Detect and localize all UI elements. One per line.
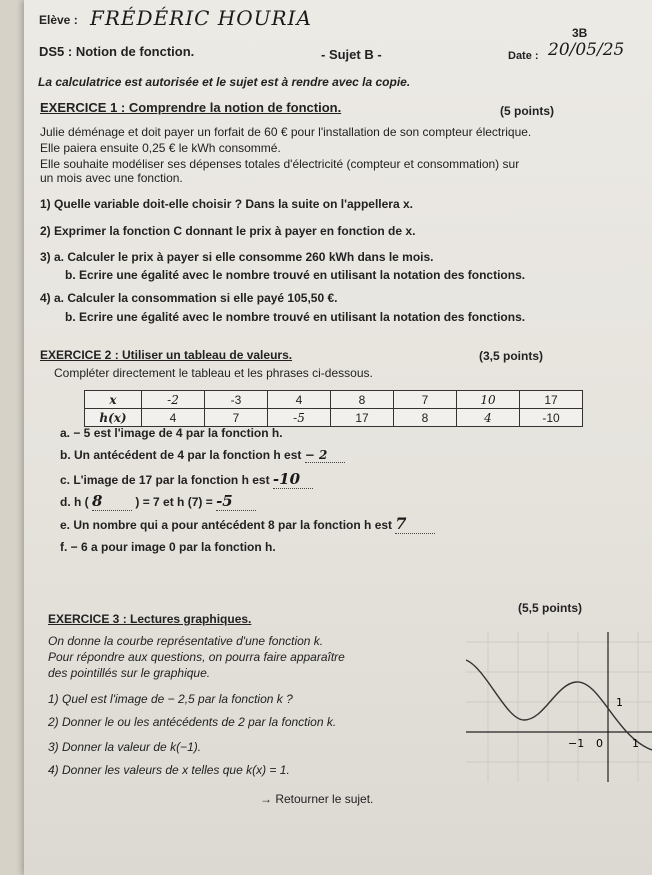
ex1-intro-1: Julie déménage et doit payer un forfait de 60 € pour l'installation de son compteur électrique. [40,125,532,139]
ex2-qc [60,470,313,489]
class-code: 3B [572,26,588,40]
table-cell: -3 [205,391,268,409]
exam-sheet [24,0,652,875]
date-value: 20/05/25 [548,40,625,60]
label-one-y: 1 [616,696,623,709]
table-row-x [85,391,583,409]
turn-page-note: → Retourner le sujet. [260,792,374,806]
ex3-q2: 2) Donner le ou les antécédents de 2 par la fonction k. [48,715,337,729]
ex2-qb-text: b. Un antécédent de 4 par la fonction h est [60,448,302,462]
ex3-title: EXERCICE 3 : Lectures graphiques. [48,612,252,626]
label-one-x: 1 [632,737,639,750]
ex2-qd-text-1: d. h ( [60,495,89,509]
ex2-qb-answer[interactable]: − 2 [305,448,345,463]
ex3-q3: 3) Donner la valeur de k(−1). [48,740,202,754]
graph-grid [466,632,652,782]
function-graph [466,632,652,782]
ex2-qe [60,514,435,534]
label-zero: 0 [596,737,603,750]
ex2-qd-answer-2[interactable]: -5 [216,492,256,511]
ex1-title: EXERCICE 1 : Comprendre la notion de fonction. [40,100,342,115]
ex1-q4b: b. Ecrire une égalité avec le nombre trouvé en utilisant la notation des fonctions. [65,310,526,324]
label-minus-one-x: −1 [568,737,585,750]
ex2-qb [60,448,345,463]
subject-label: - Sujet B - [321,47,382,62]
ex2-qd [60,492,256,511]
ex2-qa: a. − 5 est l'image de 4 par la fonction h. [60,426,283,440]
ex2-qd-text-2: ) = 7 et h (7) = [135,495,213,509]
ex2-qc-answer[interactable]: -10 [273,470,313,489]
table-cell[interactable]: -2 [142,391,205,409]
ex3-q4: 4) Donner les valeurs de x telles que k(x) = 1. [48,763,290,777]
table-cell: 17 [520,391,583,409]
ex2-qd-answer-1[interactable]: 8 [92,492,132,511]
table-cell[interactable]: 4 [457,409,520,427]
values-table [84,390,583,427]
ex2-qe-answer[interactable]: 7 [395,514,435,534]
table-cell[interactable]: 10 [457,391,520,409]
ex1-points: (5 points) [500,104,554,118]
ds-title: DS5 : Notion de fonction. [39,44,195,59]
ex1-q3b: b. Ecrire une égalité avec le nombre trouvé en utilisant la notation des fonctions. [65,268,526,282]
table-cell: 7 [205,409,268,427]
student-name: FRÉDÉRIC HOURIA [90,6,312,30]
student-label: Elève : [39,13,78,27]
ex1-q3a: 3) a. Calculer le prix à payer si elle consomme 260 kWh dans le mois. [40,250,434,264]
ex3-intro-1: On donne la courbe représentative d'une fonction k. [48,634,324,648]
ex3-q1: 1) Quel est l'image de − 2,5 par la fonction k ? [48,692,293,706]
table-cell: 17 [331,409,394,427]
ex3-points: (5,5 points) [518,601,583,615]
ex2-qf: f. − 6 a pour image 0 par la fonction h. [60,540,276,554]
instructions: La calculatrice est autorisée et le sujet est à rendre avec la copie. [38,75,411,89]
table-cell: 7 [394,391,457,409]
table-cell: 4 [142,409,205,427]
ex3-intro-2: Pour répondre aux questions, on pourra faire apparaître [48,650,345,664]
ex1-intro-4: un mois avec une fonction. [40,171,183,185]
curve-k [466,660,652,750]
ex2-points: (3,5 points) [479,349,544,363]
table-cell: 8 [394,409,457,427]
table-cell: -10 [520,409,583,427]
ex1-intro-3: Elle souhaite modéliser ses dépenses totales d'électricité (compteur et consommation) sur [40,157,520,171]
table-row-h [85,409,583,427]
ex1-q1: 1) Quelle variable doit-elle choisir ? Dans la suite on l'appellera x. [40,197,413,211]
row-x-label: x [85,391,142,409]
ex1-q2: 2) Exprimer la fonction C donnant le prix à payer en fonction de x. [40,224,416,238]
table-cell: 8 [331,391,394,409]
date-label: Date : [508,50,539,62]
ex3-intro-3: des pointillés sur le graphique. [48,666,211,680]
ex2-qc-text: c. L'image de 17 par la fonction h est [60,473,270,487]
ex1-q4a: 4) a. Calculer la consommation si elle payé 105,50 €. [40,291,338,305]
ex2-title: EXERCICE 2 : Utiliser un tableau de valeurs. [40,348,293,362]
table-cell[interactable]: -5 [268,409,331,427]
ex2-qe-text: e. Un nombre qui a pour antécédent 8 par la fonction h est [60,518,393,532]
row-h-label: h(x) [85,409,142,427]
table-cell: 4 [268,391,331,409]
ex1-intro-2: Elle paiera ensuite 0,25 € le kWh consommé. [40,141,281,155]
ex2-instruction: Compléter directement le tableau et les phrases ci-dessous. [54,366,373,380]
